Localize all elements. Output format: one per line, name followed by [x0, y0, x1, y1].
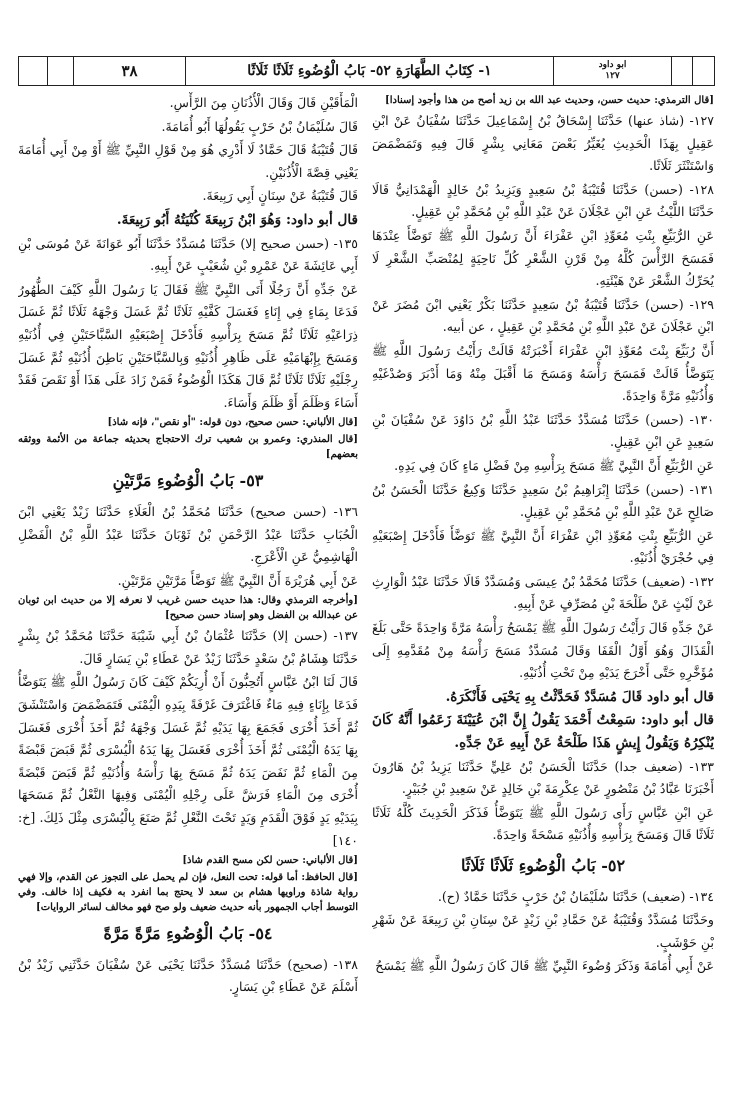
- hadith-paragraph: عَنْ أَبِي أُمَامَةَ وَذَكَرَ وُضُوءَ النَّبِيِّ ﷺ قَالَ كَانَ رَسُولُ اللَّهِ ﷺ يَمْسَحُ: [375, 958, 714, 974]
- footnote: [قال الألباني: حسن صحيح، دون قوله: "أو نقص"، فإنه شاذ]: [107, 417, 358, 429]
- hadith-paragraph: عَنْ أَبِي هُرَيْرَةَ أَنَّ النَّبِيَّ ﷺ تَوَضَّأَ مَرَّتَيْنِ مَرَّتَيْنِ.: [117, 572, 358, 588]
- hadith-paragraph: ١٣٦- (حسن صحيح) حَدَّثَنَا مُحَمَّدُ بْنُ الْعَلَاءِ حَدَّثَنَا زَيْدٌ يَعْنِي ابْنَ الْحُبَابِ حَدَّثَنَا عَبْدُ الرَّحْمَنِ بْنُ ثَوْبَانَ حَدَّثَنَا عَبْدُ اللَّهِ بْنُ الْفَضْلِ الْهَاشِمِيُّ عَنِ الْأَعْرَجِ.: [18, 503, 358, 565]
- running-title: ١- كِتَابُ الطَّهَارَةِ ٥٢- بَابُ الْوُضُوءِ ثَلَاثًا ثَلَاثًا: [247, 63, 492, 79]
- hadith-paragraph: عَنْ جَدِّهِ قَالَ رَأَيْتُ رَسُولَ اللَّهِ ﷺ يَمْسَحُ رَأْسَهُ مَرَّةً وَاحِدَةً حَتَّى بَلَغَ الْقَذَالَ وَهُوَ أَوَّلُ الْقَفَا وَقَالَ مُسَدَّدٌ مَسَحَ رَأْسَهُ مِنْ مُقَدَّمِهِ إِلَى مُؤَخَّرِهِ حَتَّى أَخْرَجَ يَدَيْهِ مِنْ تَحْتِ أُذُنَيْهِ.: [372, 620, 714, 681]
- book-info-cell: [553, 57, 671, 85]
- hadith-paragraph: عَنِ الرُّبَيِّعِ بِنْتِ مُعَوِّذِ ابْنِ عَفْرَاءَ أَنَّ النَّبِيَّ ﷺ تَوَضَّأَ فَأَدْخَلَ إِصْبَعَيْهِ فِي حُجْرَيْ أُذُنَيْهِ.: [372, 527, 714, 566]
- folio-number: ١٢٧: [605, 71, 620, 81]
- footnote: [قال الألباني: حسن لكن مسح القدم شاذ]: [182, 855, 358, 867]
- hadith-paragraph: أَنَّ رُبَيِّعَ بِنْتَ مُعَوِّذِ ابْنِ عَفْرَاءَ أَخْبَرَتْهُ قَالَتْ رَأَيْتُ رَسُولَ اللَّهِ ﷺ يَتَوَضَّأُ قَالَتْ فَمَسَحَ رَأْسَهُ وَمَسَحَ مَا أَقْبَلَ مِنْهُ وَمَا أَدْبَرَ وَصُدْغَيْهِ وَأُذُنَيْهِ مَرَّةً وَاحِدَةً.: [372, 342, 714, 404]
- book-name: ابو داود: [598, 60, 627, 70]
- hadith-paragraph: ١٢٧- (شاذ عنها) حَدَّثَنَا إِسْحَاقُ بْنُ إِسْمَاعِيلَ حَدَّثَنَا سُفْيَانُ عَنْ ابْنِ عَقِيلٍ بِهَذَا الْحَدِيثِ يُغَيِّرُ بَعْضَ مَعَانِي بِشْرٍ قَالَ فِيهِ وَتَمَضْمَضَ وَاسْتَنْثَرَ ثَلَاثًا.: [372, 113, 714, 174]
- hadith-paragraph: عَنِ الرُّبَيِّعِ أَنَّ النَّبِيَّ ﷺ مَسَحَ بِرَأْسِهِ مِنْ فَضْلِ مَاءٍ كَانَ فِي يَدِهِ.: [394, 457, 714, 473]
- chapter-heading: ٥٣- بَابُ الْوُضُوءِ مَرَّتَيْنِ: [112, 471, 264, 491]
- hadith-paragraph: قَالَ سُلَيْمَانُ بْنُ حَرْبٍ يَقُولُهَا أَبُو أُمَامَةَ.: [161, 118, 358, 134]
- hadith-paragraph: ١٢٨- (حسن) حَدَّثَنَا قُتَيْبَةُ بْنُ سَعِيدٍ وَيَزِيدُ بْنُ خَالِدٍ الْهَمْدَانِيُّ قَالَا حَدَّثَنَا اللَّيْثُ عَنِ ابْنِ عَجْلَانَ عَنْ عَبْدِ اللَّهِ بْنِ مُحَمَّدِ بْنِ عَقِيلٍ.: [372, 181, 714, 220]
- hadith-paragraph: ١٣٠- (حسن) حَدَّثَنَا مُسَدَّدٌ حَدَّثَنَا عَبْدُ اللَّهِ بْنُ دَاوُدَ عَنْ سُفْيَانَ بْنِ سَعِيدٍ عَنِ ابْنِ عَقِيلٍ.: [372, 411, 714, 450]
- footnote: [قال المنذري: وعمرو بن شعيب ترك الاحتجاج بحديثه جماعة من الأئمة ووثقه بعضهم]: [18, 434, 358, 461]
- running-title-cell: [185, 57, 553, 85]
- abu-dawud-remark: قال أبو داود: سَمِعْتُ أَحْمَدَ يَقُولُ إِنَّ ابْنَ عُيَيْنَةَ زَعَمُوا أَنَّهُ كَانَ يُنْكِرُهُ وَيَقُولُ إِيشٍ هَذَا طَلْحَةُ عَنْ أَبِيهِ عَنْ جَدِّهِ.: [372, 712, 714, 752]
- hadith-paragraph: ١٣٤- (ضعيف) حَدَّثَنَا سُلَيْمَانُ بْنُ حَرْبٍ حَدَّثَنَا حَمَّادٌ (ح).: [437, 888, 714, 904]
- hadith-paragraph: عَنِ ابْنِ عَبَّاسٍ رَأَى رَسُولَ اللَّهِ ﷺ يَتَوَضَّأُ فَذَكَرَ الْحَدِيثَ كُلَّهُ ثَلَاثًا ثَلَاثًا قَالَ وَمَسَحَ بِرَأْسِهِ وَأُذُنَيْهِ مَسْحَةً وَاحِدَةً.: [372, 804, 714, 843]
- footnote: [قال الترمذي: حديث حسن، وحديث عبد الله بن زيد أصح من هذا وأجود إسنادا]: [385, 95, 714, 106]
- hadith-paragraph: ١٣١- (حسن) حَدَّثَنَا إِبْرَاهِيمُ بْنُ سَعِيدٍ حَدَّثَنَا وَكِيعٌ حَدَّثَنَا الْحَسَنُ بْنُ صَالِحٍ عَنْ عَبْدِ اللَّهِ بْنِ مُحَمَّدِ بْنِ عَقِيلٍ.: [372, 481, 714, 520]
- abu-dawud-remark: قال أبو داود قَالَ مُسَدَّدٌ فَحَدَّثْتُ بِهِ يَحْيَى فَأَنْكَرَهُ.: [445, 688, 714, 705]
- page-number-cell: [73, 57, 185, 85]
- hadith-paragraph: ١٣٨- (صحيح) حَدَّثَنَا مُسَدَّدٌ حَدَّثَنَا يَحْيَى عَنْ سُفْيَانَ حَدَّثَنِي زَيْدُ بْنُ أَسْلَمَ عَنْ عَطَاءِ بْنِ يَسَارٍ.: [18, 956, 358, 995]
- hadith-paragraph: ١٣٢- (ضعيف) حَدَّثَنَا مُحَمَّدُ بْنُ عِيسَى وَمُسَدَّدٌ قَالَا حَدَّثَنَا عَبْدُ الْوَارِثِ عَنْ لَيْثٍ عَنْ طَلْحَةَ بْنِ مُصَرِّفٍ عَنْ أَبِيهِ.: [372, 573, 714, 612]
- hadith-paragraph: ١٣٧- (حسن إلا) حَدَّثَنَا عُثْمَانُ بْنُ أَبِي شَيْبَةَ حَدَّثَنَا مُحَمَّدُ بْنُ بِشْرٍ حَدَّثَنَا هِشَامُ بْنُ سَعْدٍ حَدَّثَنَا زَيْدٌ عَنْ عَطَاءِ بْنِ يَسَارٍ قَالَ.: [18, 628, 358, 666]
- hadith-paragraph: عَنِ الرُّبَيِّعِ بِنْتِ مُعَوِّذِ ابْنِ عَفْرَاءَ أَنَّ رَسُولَ اللَّهِ ﷺ تَوَضَّأَ عِنْدَهَا فَمَسَحَ الرَّأْسَ كُلَّهُ مِنْ قَرْنِ الشَّعْرِ كُلِّ نَاحِيَةٍ لِمُنْصَبِّ الشَّعْرِ لَا يُحَرِّكُ الشَّعْرَ عَنْ هَيْئَتِهِ.: [372, 227, 714, 289]
- header-empty-cell: [19, 57, 47, 85]
- hadith-paragraph: عَنْ جَدِّهِ أَنَّ رَجُلًا أَتَى النَّبِيَّ ﷺ فَقَالَ يَا رَسُولَ اللَّهِ كَيْفَ الطُّهُورُ فَدَعَا بِمَاءٍ فِي إِنَاءٍ فَغَسَلَ كَفَّيْهِ ثَلَاثًا ثُمَّ غَسَلَ وَجْهَهُ ثَلَاثًا ثُمَّ غَسَلَ ذِرَاعَيْهِ ثَلَاثًا ثُمَّ مَسَحَ بِرَأْسِهِ فَأَدْخَلَ إِصْبَعَيْهِ السَّبَّاحَتَيْنِ فِي أُذُنَيْهِ وَمَسَحَ بِإِبْهَامَيْهِ عَلَى ظَاهِرِ أُذُنَيْهِ وَبِالسَّبَّاحَتَيْنِ بَاطِنَ أُذُنَيْهِ ثُمَّ غَسَلَ رِجْلَيْهِ ثَلَاثًا ثَلَاثًا ثُمَّ قَالَ هَكَذَا الْوُضُوءُ فَمَنْ زَادَ عَلَى هَذَا أَوْ نَقَصَ فَقَدْ أَسَاءَ وَظَلَمَ أَوْ ظَلَمَ وَأَسَاءَ.: [18, 281, 358, 410]
- chapter-heading: ٥٢- بَابُ الْوُضُوءِ ثَلَاثًا ثَلَاثًا: [460, 856, 626, 875]
- header-empty-cell: [47, 57, 73, 85]
- abu-dawud-remark: قال أبو داود: وَهُوَ ابْنُ رَبِيعَةَ كُنْيَتُهُ أَبُو رَبِيعَةَ.: [116, 211, 358, 228]
- chapter-heading: ٥٤- بَابُ الْوُضُوءِ مَرَّةً مَرَّةً: [103, 924, 273, 944]
- footnote: [وأخرجه الترمذي وقال: هذا حديث حسن غريب لا نعرفه إلا من حديث ابن ثوبان عن عبدالله بن الفضل وهو إسناد حسن صحيح]: [18, 595, 358, 622]
- page-number: ٣٨: [121, 62, 138, 80]
- hadith-paragraph: ١٢٩- (حسن) حَدَّثَنَا قُتَيْبَةُ بْنُ سَعِيدٍ حَدَّثَنَا بَكْرٌ يَعْنِي ابْنَ مُضَرَ عَنْ ابْنِ عَجْلَانَ عَنْ عَبْدِ اللَّهِ بْنِ مُحَمَّدِ بْنِ عَقِيلٍ ، عن أبيه.: [372, 296, 714, 335]
- hadith-paragraph: الْمَأْقَيْنِ قَالَ وَقَالَ الْأُذُنَانِ مِنَ الرَّأْسِ.: [169, 95, 358, 110]
- hadith-paragraph: ١٣٣- (ضعيف جدا) حَدَّثَنَا الْحَسَنُ بْنُ عَلِيٍّ حَدَّثَنَا يَزِيدُ بْنُ هَارُونَ أَخْبَرَنَا عَبَّادُ بْنُ مَنْصُورٍ عَنْ عِكْرِمَةَ بْنِ خَالِدٍ عَنْ سَعِيدِ بْنِ جُبَيْرٍ.: [372, 758, 714, 797]
- hadith-paragraph: قَالَ لَنَا ابْنُ عَبَّاسٍ أَتُحِبُّونَ أَنْ أُرِيَكُمْ كَيْفَ كَانَ رَسُولُ اللَّهِ ﷺ يَتَوَضَّأُ فَدَعَا بِإِنَاءٍ فِيهِ مَاءٌ فَاغْتَرَفَ غَرْفَةً بِيَدِهِ الْيُمْنَى فَتَمَضْمَضَ وَاسْتَنْشَقَ ثُمَّ أَخَذَ أُخْرَى فَجَمَعَ بِهَا يَدَيْهِ ثُمَّ غَسَلَ وَجْهَهُ ثُمَّ أَخَذَ أُخْرَى فَغَسَلَ بِهَا يَدَهُ الْيُمْنَى ثُمَّ أَخَذَ أُخْرَى فَغَسَلَ بِهَا يَدَهُ الْيُسْرَى ثُمَّ قَبَضَ قَبْضَةً مِنَ الْمَاءِ ثُمَّ نَفَضَ يَدَهُ ثُمَّ مَسَحَ بِهَا رَأْسَهُ وَأُذُنَيْهِ ثُمَّ قَبَضَ قَبْضَةً أُخْرَى مِنَ الْمَاءِ فَرَشَّ عَلَى رِجْلِهِ الْيُمْنَى وَفِيهَا النَّعْلُ ثُمَّ مَسَحَهَا بِيَدَيْهِ يَدٍ فَوْقَ الْقَدَمِ وَيَدٍ تَحْتَ النَّعْلِ ثُمَّ صَنَعَ بِالْيُسْرَى مِثْلَ ذَلِكَ. [خ: ١٤٠]: [18, 674, 358, 848]
- hadith-paragraph: قَالَ قُتَيْبَةُ قَالَ حَمَّادٌ لَا أَدْرِي هُوَ مِنْ قَوْلِ النَّبِيِّ ﷺ أَوْ مِنْ أَبِي أُمَامَةَ يَعْنِي قِصَّةَ الْأُذُنَيْنِ.: [18, 142, 358, 180]
- hadith-paragraph: وحَدَّثَنَا مُسَدَّدٌ وَقُتَيْبَةُ عَنْ حَمَّادِ بْنِ زَيْدٍ عَنْ سِنَانِ بْنِ رَبِيعَةَ عَنْ شَهْرِ بْنِ حَوْشَبٍ.: [372, 912, 714, 950]
- header-empty-cell: [692, 57, 714, 85]
- left-column: [18, 92, 358, 1096]
- hadith-paragraph: ١٣٥- (حسن صحيح إلا) حَدَّثَنَا مُسَدَّدٌ حَدَّثَنَا أَبُو عَوَانَةَ عَنْ مُوسَى بْنِ أَبِي عَائِشَةَ عَنْ عَمْرِو بْنِ شُعَيْبٍ عَنْ أَبِيهِ.: [18, 235, 358, 274]
- header-empty-cell: [671, 57, 692, 85]
- page-header: [18, 56, 715, 86]
- footnote: [قال الحافظ: أما قوله: تحت النعل، فإن لم يحمل على التجوز عن القدم، وإلا فهي رواية شاذة وراويها هشام بن سعد لا يحتج بما انفرد به فكيف إذا خالف. وفي التوسط أجاب الجمهور بأنه حديث ضعيف ولو صح فهو مخالف لسائر الروايات]: [18, 872, 358, 914]
- right-column: [372, 92, 714, 1096]
- hadith-paragraph: قَالَ قُتَيْبَةُ عَنْ سِنَانٍ أَبِي رَبِيعَةَ.: [202, 188, 358, 204]
